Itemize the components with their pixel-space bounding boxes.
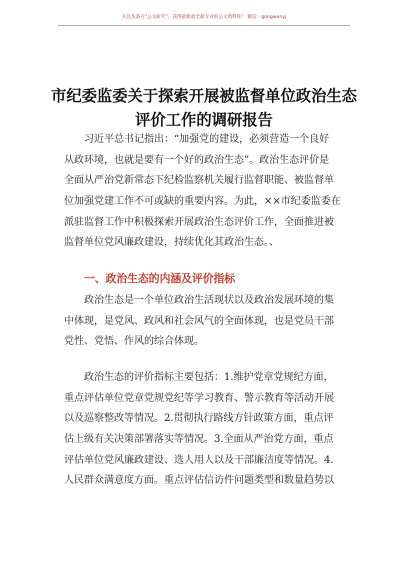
title-line: 评价工作的调研报告: [135, 111, 273, 129]
paragraph-line: 监督单位党风廉政建设，持续优化其政治生态。、: [64, 237, 279, 249]
paragraph-line: 全面从严治党新常态下纪检监察机关履行监督职能、被监督单: [64, 175, 334, 187]
paragraph-line: 重点评估单位党章党规党纪等学习教育、警示教育等活动开展: [64, 392, 334, 404]
paragraph-line: 政治生态的评价指标主要包括：1.维护党章党规纪方面，: [84, 372, 334, 383]
paragraph-line: 估上级有关决策部署落实等情况。3.全面从严治党方面，重点: [64, 434, 334, 446]
paragraph-line: 从政环境，也就是要有一个好的政治生态”。政治生态评价是: [64, 154, 330, 166]
paragraph-line: 党性、党悟、作风的综合体现。: [64, 336, 204, 348]
paragraph-line: 中体现，是党风、政风和社会风气的全面体现，也是党员干部: [64, 315, 334, 327]
intro-paragraph: [64, 130, 344, 254]
definition-paragraph: [64, 291, 344, 353]
paragraph-line: 评估单位党风廉政建设、选人用人以及干部廉洁度等情况。4.: [64, 454, 334, 466]
document-title: [40, 84, 368, 132]
paragraph-line: 政治生态是一个单位政治生活现状以及政治发展环境的集: [84, 295, 334, 306]
header-banner: 关注头条号“公文研究”，获得最新最全最专业的公文资料库！ 微信：gongwenyj: [121, 15, 287, 20]
header-divider: [58, 25, 350, 26]
title-line: 市纪委监委关于探索开展被监督单位政治生态: [51, 87, 357, 105]
paragraph-line: 习近平总书记指出：“加强党的建设，必须营造一个良好: [84, 134, 330, 145]
paragraph-line: 位加强党建工作不可或缺的重要内容。为此，××市纪委监委在: [64, 196, 341, 208]
indicators-paragraph: [64, 368, 344, 492]
paragraph-line: 以及巡察整改等情况。2.贯彻执行路线方针政策方面，重点评: [64, 413, 334, 425]
section-heading: 一、政治生态的内涵及评价指标: [84, 272, 236, 285]
paragraph-line: 派驻监督工作中积极探索开展政治生态评价工作，全面推进被: [64, 216, 334, 228]
paragraph-line: 人民群众满意度方面。重点评估信访件问题类型和数量趋势以: [64, 475, 334, 487]
